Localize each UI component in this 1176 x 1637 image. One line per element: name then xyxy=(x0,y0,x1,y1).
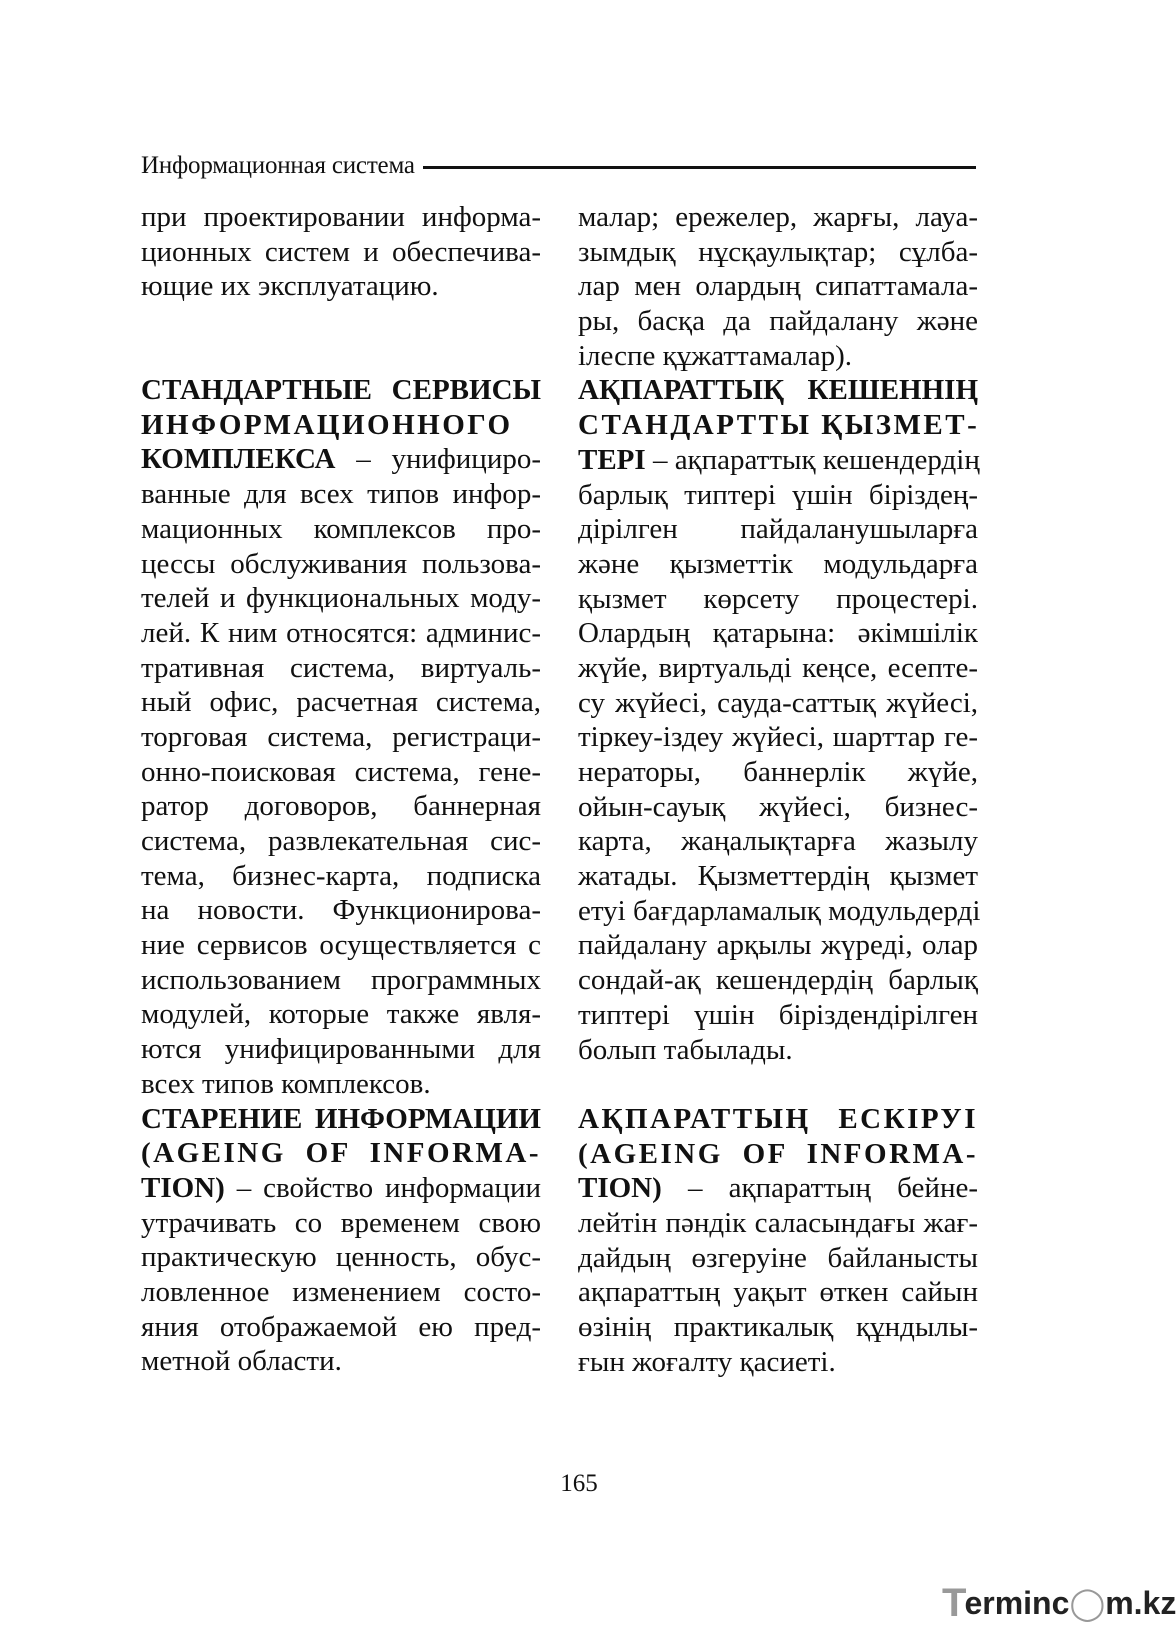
text-line: ры, басқа да пайдалану және xyxy=(578,305,978,338)
term-heading-line: СТАНДАРТТЫ ҚЫЗМЕТ- xyxy=(578,409,980,442)
text-line: практическую ценность, обус- xyxy=(141,1241,541,1274)
text-line: тіркеу-іздеу жүйесі, шарттар ге- xyxy=(578,721,978,754)
definition-text: – свойство информации xyxy=(224,1171,541,1204)
text-line: ақпараттың уақыт өткен сайын xyxy=(578,1276,978,1309)
text-line: мационных комплексов про- xyxy=(141,512,541,545)
term-heading-line xyxy=(578,1171,978,1206)
text-line: дірілген пайдаланушыларға xyxy=(578,513,978,546)
text-line: сондай-ақ кешендердің барлық xyxy=(578,964,978,997)
term-heading-line: (AGEING OF INFORMA- xyxy=(578,1137,978,1170)
text-line: өзінің практикалық құндылы- xyxy=(578,1311,978,1343)
term-heading-line xyxy=(578,443,978,478)
term-heading: TION) xyxy=(141,1171,225,1204)
text-line: модулей, которые также явля- xyxy=(141,998,541,1031)
text-line: Олардың қатарына: әкімшілік xyxy=(578,617,978,650)
running-header xyxy=(141,146,976,186)
definition-text: – унифициро- xyxy=(335,443,541,476)
text-line: онно-поисковая система, гене- xyxy=(141,755,541,788)
text-line: система, развлекательная сис- xyxy=(141,825,541,857)
right-column xyxy=(578,200,981,1379)
text-line: тема, бизнес-карта, подписка xyxy=(141,859,541,892)
paragraph-gap xyxy=(141,304,541,373)
text-line: пайдалану арқылы жүреді, олар xyxy=(578,929,978,962)
text-line: при проектировании информа- xyxy=(141,201,541,233)
text-line: дайдың өзгеруіне байланысты xyxy=(578,1241,978,1274)
text-line: ловленное изменением состо- xyxy=(141,1275,541,1308)
text-line: малар; ережелер, жарғы, лауа- xyxy=(578,201,978,233)
logo-t-mark: T xyxy=(942,1580,967,1625)
text-line: су жүйесі, сауда-саттық жүйесі, xyxy=(578,686,978,719)
text-line: типтері үшін біріздендірілген xyxy=(578,998,978,1031)
text-line: ратор договоров, баннерная xyxy=(141,790,541,823)
term-heading-line: СТАНДАРТНЫЕ СЕРВИСЫ xyxy=(141,374,541,407)
text-line: жүйе, виртуальді кеңсе, есепте- xyxy=(578,651,978,684)
text-line: қызмет көрсету процестері. xyxy=(578,582,978,615)
paragraph-gap xyxy=(578,1067,978,1102)
term-heading-line: СТАРЕНИЕ ИНФОРМАЦИИ xyxy=(141,1102,541,1135)
term-heading-line: (AGEING OF INFORMA- xyxy=(141,1137,541,1170)
text-line: нераторы, баннерлік жүйе, xyxy=(578,756,978,788)
definition-text: – ақпараттың бейне- xyxy=(661,1172,978,1205)
text-line: торговая система, регистраци- xyxy=(141,720,541,753)
term-heading-line xyxy=(141,1171,541,1206)
term-heading: TION) xyxy=(578,1172,662,1205)
term-heading-line: АҚПАРАТТЫҢ ЕСКІРУІ xyxy=(578,1102,978,1135)
text-line: на новости. Функционирова- xyxy=(141,894,541,927)
text-line: етуі бағдарламалық модульдерді xyxy=(578,894,981,927)
text-line: ние сервисов осуществляется с xyxy=(141,929,541,962)
text-line: және қызметтік модульдарға xyxy=(578,547,978,580)
left-column xyxy=(141,200,541,1379)
text-line: ілеспе құжаттамалар). xyxy=(578,339,852,372)
text-line: карта, жаңалықтарға жазылу xyxy=(578,825,978,858)
text-line: лей. К ним относятся: админис- xyxy=(141,616,541,649)
text-line: ный офис, расчетная система, xyxy=(141,686,541,719)
text-line: метной области. xyxy=(141,1345,342,1378)
header-title: Информационная система xyxy=(141,152,415,179)
header-rule xyxy=(423,166,976,169)
text-line: утрачивать со временем свою xyxy=(141,1206,541,1239)
term-heading: КОМПЛЕКСА xyxy=(141,443,336,476)
text-line: лейтін пәндік саласындағы жағ- xyxy=(578,1206,978,1239)
text-line: ойын-сауық жүйесі, бизнес- xyxy=(578,790,978,823)
text-line: болып табылады. xyxy=(578,1033,793,1066)
text-line: зымдық нұсқаулықтар; сұлба- xyxy=(578,235,978,268)
text-line: яния отображаемой ею пред- xyxy=(141,1310,541,1343)
logo-wordmark: erminc◯m.kz xyxy=(964,1585,1176,1621)
term-heading-line: ИНФОРМАЦИОННОГО xyxy=(141,408,513,441)
text-line: ванные для всех типов инфор- xyxy=(141,478,541,511)
text-line: тративная система, виртуаль- xyxy=(141,651,541,684)
text-line: барлық типтері үшін біріздең- xyxy=(578,478,978,511)
text-line: цессы обслуживания пользова- xyxy=(141,547,541,580)
text-line: ются унифицированными для xyxy=(141,1033,541,1066)
term-heading-line xyxy=(141,442,541,477)
text-line: телей и функциональных моду- xyxy=(141,582,541,615)
page-number: 165 xyxy=(560,1470,598,1497)
text-line: жатады. Қызметтердің қызмет xyxy=(578,860,978,893)
text-line: использованием программных xyxy=(141,963,541,996)
term-heading-line: АҚПАРАТТЫҚ КЕШЕННІҢ xyxy=(578,374,978,407)
term-heading: ТЕРІ xyxy=(578,443,646,476)
text-line: ғын жоғалту қасиеті. xyxy=(578,1345,836,1378)
termincom-logo xyxy=(942,1580,1176,1625)
text-line: ющие их эксплуатацию. xyxy=(141,270,439,303)
text-line: лар мен олардың сипаттамала- xyxy=(578,270,978,303)
definition-text: – ақпараттық кешендердің xyxy=(645,443,980,476)
text-line: ционных систем и обеспечива- xyxy=(141,235,541,268)
text-line: всех типов комплексов. xyxy=(141,1067,431,1100)
